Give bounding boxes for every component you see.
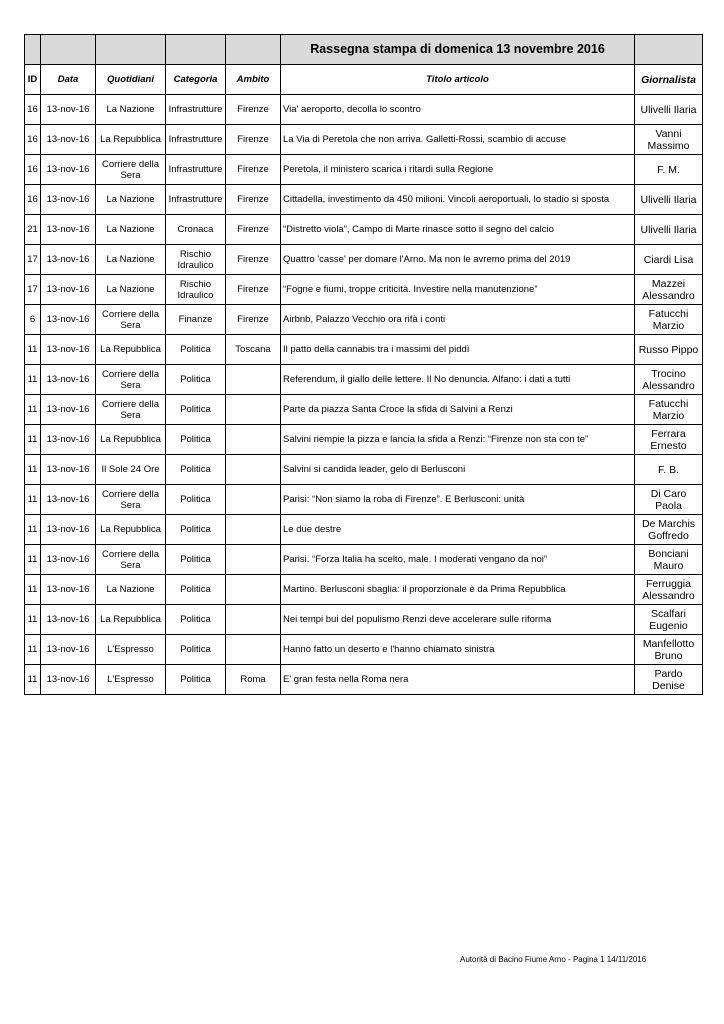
cell-article-title: Il patto della cannabis tra i massimi del piddì xyxy=(281,335,635,365)
cell-date: 13-nov-16 xyxy=(41,395,96,425)
cell-article-title: “Fogne e fiumi, troppe criticità. Investire nella manutenzione” xyxy=(281,275,635,305)
cell-id: 11 xyxy=(25,395,41,425)
cell-article-title: Hanno fatto un deserto e l'hanno chiamato sinistra xyxy=(281,635,635,665)
cell-scope xyxy=(226,605,281,635)
cell-category: Politica xyxy=(166,335,226,365)
cell-journalist: Di Caro Paola xyxy=(635,485,703,515)
cell-journalist: F. M. xyxy=(635,155,703,185)
cell-newspaper: La Repubblica xyxy=(96,605,166,635)
cell-category: Infrastrutture xyxy=(166,185,226,215)
cell-newspaper: La Repubblica xyxy=(96,335,166,365)
blank-cell xyxy=(41,35,96,65)
title-row xyxy=(25,35,703,65)
cell-article-title: La Via di Peretola che non arriva. Galletti-Rossi, scambio di accuse xyxy=(281,125,635,155)
cell-scope: Toscana xyxy=(226,335,281,365)
cell-journalist: Fatucchi Marzio xyxy=(635,395,703,425)
cell-id: 16 xyxy=(25,185,41,215)
cell-category: Cronaca xyxy=(166,215,226,245)
cell-scope xyxy=(226,515,281,545)
cell-date: 13-nov-16 xyxy=(41,95,96,125)
cell-article-title: Martino. Berlusconi sbaglia: il proporzionale è da Prima Repubblica xyxy=(281,575,635,605)
cell-journalist: Pardo Denise xyxy=(635,665,703,695)
cell-scope: Firenze xyxy=(226,125,281,155)
blank-cell xyxy=(96,35,166,65)
cell-scope xyxy=(226,575,281,605)
cell-id: 11 xyxy=(25,665,41,695)
cell-journalist: Scalfari Eugenio xyxy=(635,605,703,635)
cell-journalist: Manfellotto Bruno xyxy=(635,635,703,665)
cell-id: 21 xyxy=(25,215,41,245)
cell-article-title: Peretola, il ministero scarica i ritardi sulla Regione xyxy=(281,155,635,185)
cell-category: Infrastrutture xyxy=(166,155,226,185)
table-row xyxy=(25,365,703,395)
cell-date: 13-nov-16 xyxy=(41,365,96,395)
cell-scope xyxy=(226,365,281,395)
table-row xyxy=(25,515,703,545)
cell-journalist: Trocino Alessandro xyxy=(635,365,703,395)
cell-category: Politica xyxy=(166,665,226,695)
cell-scope: Firenze xyxy=(226,275,281,305)
page-title: Rassegna stampa di domenica 13 novembre 2016 xyxy=(281,35,635,65)
cell-scope: Roma xyxy=(226,665,281,695)
cell-newspaper: La Nazione xyxy=(96,215,166,245)
cell-newspaper: Il Sole 24 Ore xyxy=(96,455,166,485)
press-review-table xyxy=(24,34,703,695)
cell-date: 13-nov-16 xyxy=(41,245,96,275)
cell-newspaper: Corriere della Sera xyxy=(96,485,166,515)
cell-id: 11 xyxy=(25,455,41,485)
cell-article-title: Parisi: “Non siamo la roba di Firenze”. E Berlusconi: unità xyxy=(281,485,635,515)
header-giornalista: Giornalista xyxy=(635,65,703,95)
cell-scope xyxy=(226,425,281,455)
cell-date: 13-nov-16 xyxy=(41,125,96,155)
cell-article-title: Salvini si candida leader, gelo di Berlusconi xyxy=(281,455,635,485)
cell-scope: Firenze xyxy=(226,305,281,335)
cell-scope xyxy=(226,635,281,665)
cell-category: Politica xyxy=(166,485,226,515)
cell-article-title: Parte da piazza Santa Croce la sfida di Salvini a Renzi xyxy=(281,395,635,425)
cell-category: Politica xyxy=(166,425,226,455)
cell-date: 13-nov-16 xyxy=(41,335,96,365)
cell-journalist: Ulivelli Ilaria xyxy=(635,215,703,245)
cell-date: 13-nov-16 xyxy=(41,455,96,485)
cell-article-title: Via' aeroporto, decolla lo scontro xyxy=(281,95,635,125)
cell-article-title: Le due destre xyxy=(281,515,635,545)
cell-id: 11 xyxy=(25,515,41,545)
cell-journalist: Ulivelli Ilaria xyxy=(635,95,703,125)
cell-newspaper: L'Espresso xyxy=(96,635,166,665)
cell-date: 13-nov-16 xyxy=(41,665,96,695)
table-row xyxy=(25,575,703,605)
cell-id: 11 xyxy=(25,545,41,575)
cell-category: Infrastrutture xyxy=(166,95,226,125)
header-quotidiani: Quotidiani xyxy=(96,65,166,95)
cell-newspaper: Corriere della Sera xyxy=(96,305,166,335)
cell-newspaper: La Nazione xyxy=(96,185,166,215)
cell-id: 16 xyxy=(25,125,41,155)
cell-newspaper: La Nazione xyxy=(96,275,166,305)
cell-newspaper: Corriere della Sera xyxy=(96,395,166,425)
table-row xyxy=(25,395,703,425)
cell-date: 13-nov-16 xyxy=(41,275,96,305)
table-row xyxy=(25,95,703,125)
cell-article-title: “Distretto viola”, Campo di Marte rinasce sotto il segno del calcio xyxy=(281,215,635,245)
cell-scope: Firenze xyxy=(226,245,281,275)
table-row xyxy=(25,425,703,455)
cell-date: 13-nov-16 xyxy=(41,605,96,635)
cell-id: 11 xyxy=(25,335,41,365)
cell-id: 11 xyxy=(25,425,41,455)
cell-newspaper: La Nazione xyxy=(96,245,166,275)
header-ambito: Ambito xyxy=(226,65,281,95)
blank-cell xyxy=(635,35,703,65)
cell-journalist: F. B. xyxy=(635,455,703,485)
cell-article-title: Parisi. “Forza Italia ha scelto, male. I moderati vengano da noi” xyxy=(281,545,635,575)
cell-newspaper: L'Espresso xyxy=(96,665,166,695)
table-row xyxy=(25,125,703,155)
cell-id: 11 xyxy=(25,485,41,515)
table-row xyxy=(25,635,703,665)
cell-scope: Firenze xyxy=(226,185,281,215)
cell-journalist: Bonciani Mauro xyxy=(635,545,703,575)
cell-newspaper: La Repubblica xyxy=(96,515,166,545)
table-row xyxy=(25,545,703,575)
cell-category: Politica xyxy=(166,575,226,605)
cell-article-title: Referendum, il giallo delle lettere. Il No denuncia. Alfano: i dati a tutti xyxy=(281,365,635,395)
cell-journalist: Ulivelli Ilaria xyxy=(635,185,703,215)
header-row xyxy=(25,65,703,95)
cell-journalist: De Marchis Goffredo xyxy=(635,515,703,545)
table-row xyxy=(25,185,703,215)
table-row xyxy=(25,215,703,245)
cell-id: 17 xyxy=(25,275,41,305)
cell-category: Politica xyxy=(166,515,226,545)
cell-newspaper: Corriere della Sera xyxy=(96,545,166,575)
cell-scope xyxy=(226,455,281,485)
table-row xyxy=(25,275,703,305)
cell-id: 11 xyxy=(25,575,41,605)
table-row xyxy=(25,305,703,335)
table-row xyxy=(25,485,703,515)
cell-article-title: Airbnb, Palazzo Vecchio ora rifà i conti xyxy=(281,305,635,335)
table-row xyxy=(25,455,703,485)
cell-id: 17 xyxy=(25,245,41,275)
cell-date: 13-nov-16 xyxy=(41,635,96,665)
cell-date: 13-nov-16 xyxy=(41,515,96,545)
table-row xyxy=(25,605,703,635)
cell-article-title: Quattro 'casse' per domare l'Arno. Ma non le avremo prima del 2019 xyxy=(281,245,635,275)
cell-date: 13-nov-16 xyxy=(41,575,96,605)
cell-newspaper: La Nazione xyxy=(96,575,166,605)
cell-article-title: E' gran festa nella Roma nera xyxy=(281,665,635,695)
header-data: Data xyxy=(41,65,96,95)
cell-journalist: Ferrara Ernesto xyxy=(635,425,703,455)
cell-journalist: Russo Pippo xyxy=(635,335,703,365)
header-titolo: Titolo articolo xyxy=(281,65,635,95)
cell-scope xyxy=(226,485,281,515)
cell-newspaper: La Repubblica xyxy=(96,425,166,455)
cell-date: 13-nov-16 xyxy=(41,425,96,455)
cell-category: Politica xyxy=(166,365,226,395)
cell-date: 13-nov-16 xyxy=(41,185,96,215)
cell-scope xyxy=(226,545,281,575)
blank-cell xyxy=(166,35,226,65)
cell-newspaper: La Nazione xyxy=(96,95,166,125)
cell-newspaper: La Repubblica xyxy=(96,125,166,155)
cell-scope xyxy=(226,395,281,425)
blank-cell xyxy=(226,35,281,65)
cell-category: Finanze xyxy=(166,305,226,335)
cell-date: 13-nov-16 xyxy=(41,485,96,515)
cell-newspaper: Corriere della Sera xyxy=(96,155,166,185)
cell-article-title: Nei tempi bui del populismo Renzi deve accelerare sulle riforma xyxy=(281,605,635,635)
cell-category: Politica xyxy=(166,545,226,575)
cell-id: 6 xyxy=(25,305,41,335)
cell-date: 13-nov-16 xyxy=(41,215,96,245)
cell-category: Rischio Idraulico xyxy=(166,245,226,275)
table-row xyxy=(25,335,703,365)
cell-scope: Firenze xyxy=(226,155,281,185)
cell-journalist: Vanni Massimo xyxy=(635,125,703,155)
cell-journalist: Ciardi Lisa xyxy=(635,245,703,275)
blank-cell xyxy=(25,35,41,65)
cell-category: Politica xyxy=(166,455,226,485)
table-row xyxy=(25,245,703,275)
header-id: ID xyxy=(25,65,41,95)
cell-article-title: Cittadella, investimento da 450 milioni. Vincoli aeroportuali, lo stadio si sposta xyxy=(281,185,635,215)
cell-id: 11 xyxy=(25,365,41,395)
cell-article-title: Salvini riempie la pizza e lancia la sfida a Renzi: “Firenze non sta con te” xyxy=(281,425,635,455)
cell-category: Politica xyxy=(166,395,226,425)
cell-id: 16 xyxy=(25,155,41,185)
cell-date: 13-nov-16 xyxy=(41,305,96,335)
cell-category: Rischio Idraulico xyxy=(166,275,226,305)
cell-id: 11 xyxy=(25,635,41,665)
cell-scope: Firenze xyxy=(226,215,281,245)
cell-journalist: Ferruggia Alessandro xyxy=(635,575,703,605)
page-footer: Autorità di Bacino Fiume Arno - Pagina 1 14/11/2016 xyxy=(460,955,647,964)
cell-category: Infrastrutture xyxy=(166,125,226,155)
cell-newspaper: Corriere della Sera xyxy=(96,365,166,395)
table-row xyxy=(25,665,703,695)
cell-category: Politica xyxy=(166,605,226,635)
cell-id: 16 xyxy=(25,95,41,125)
cell-id: 11 xyxy=(25,605,41,635)
table-row xyxy=(25,155,703,185)
cell-date: 13-nov-16 xyxy=(41,545,96,575)
header-categoria: Categoria xyxy=(166,65,226,95)
cell-date: 13-nov-16 xyxy=(41,155,96,185)
cell-journalist: Fatucchi Marzio xyxy=(635,305,703,335)
cell-category: Politica xyxy=(166,635,226,665)
cell-journalist: Mazzei Alessandro xyxy=(635,275,703,305)
cell-scope: Firenze xyxy=(226,95,281,125)
